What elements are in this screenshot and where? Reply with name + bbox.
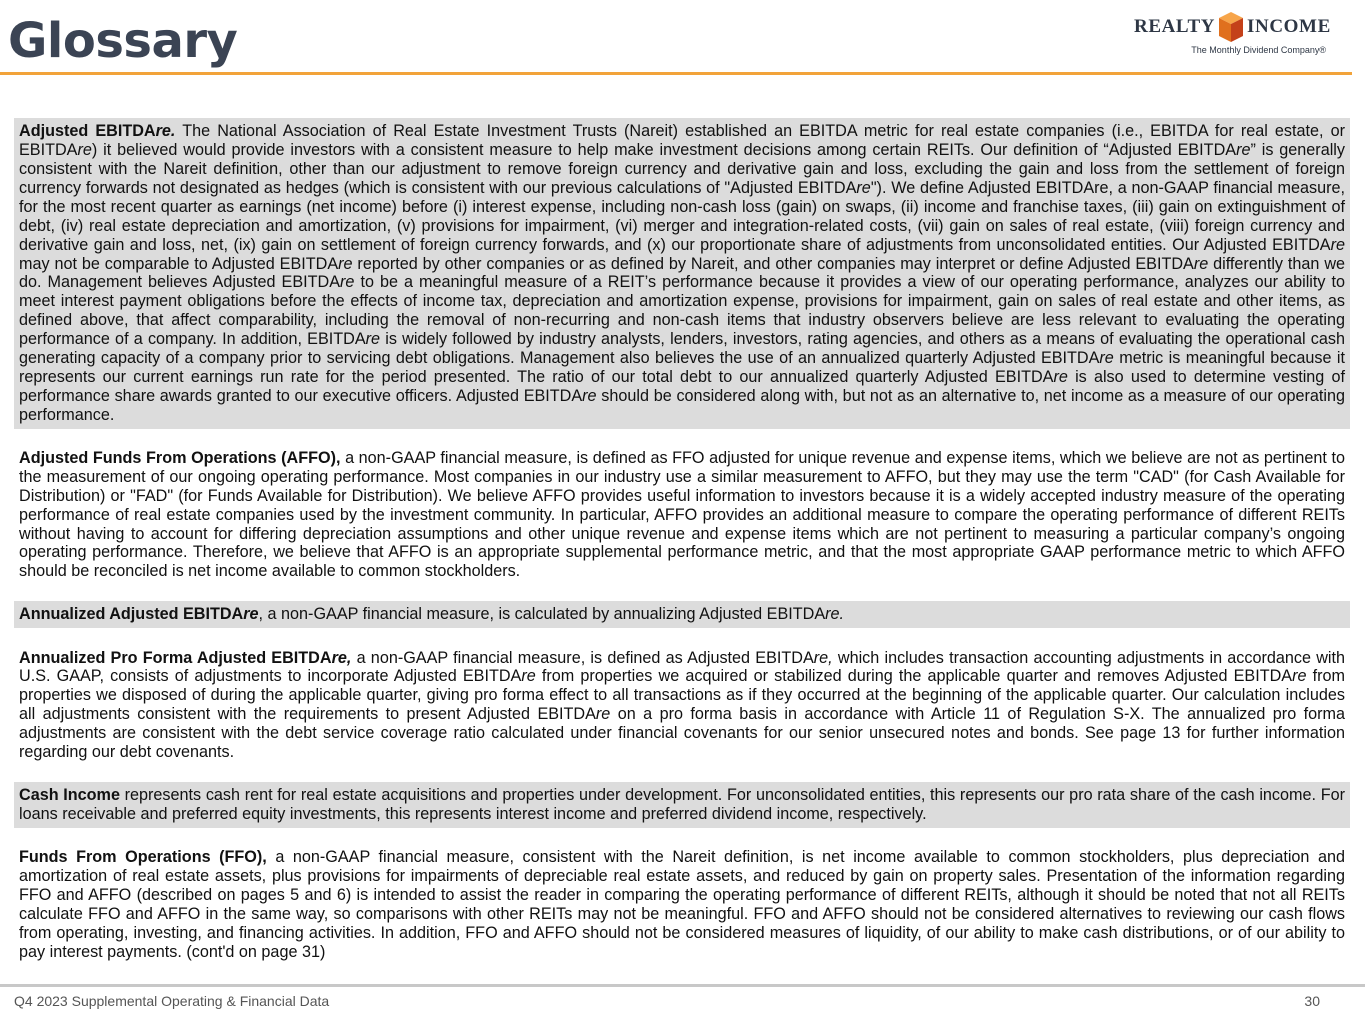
logo-word-left: REALTY bbox=[1134, 16, 1216, 37]
glossary-text: re bbox=[340, 273, 355, 292]
glossary-text: a non-GAAP financial measure, consistent with the Nareit definition, is net income available to common stockholders, plus depreciation and amortization of real estate assets, plus provisions for impairments of depreciable real estate assets, and reduced by gain on property sales. Presentation of the information regarding FFO and AFFO (described on pages 5 and 6) is intended to assist the reader in comparing the operating performance of different REITs, although it should be noted that not all REITs calculate FFO and AFFO in the same way, so comparisons with other REITs may not be meaningful. FFO and AFFO should not be considered alternatives to reviewing our cash flows from operating, investing, and financing activities. In addition, FFO and AFFO should not be considered measures of liquidity, of our ability to make cash distributions, or of our ability to pay interest payments. (cont'd on page 31) bbox=[19, 848, 1345, 961]
glossary-term: Adjusted EBITDA bbox=[19, 122, 156, 141]
glossary-text: differently than we do. Management believes Adjusted EBITDA bbox=[19, 254, 1346, 292]
glossary-text: re bbox=[1330, 235, 1345, 254]
glossary-text: ) it believed would provide investors with a consistent measure to help make investment decisions among certain REITs. Our definition of “Adjusted EBITDA bbox=[91, 141, 1237, 160]
glossary-text: a non-GAAP financial measure, is defined as FFO adjusted for unique revenue and expense items, which we believe are not as pertinent to the measurement of our ongoing operating performance. Most companies in our industry use a similar measurement to AFFO, but they may use the term "CAD" (for Cash Available for Distribution) or "FAD" (for Funds Available for Distribution). We believe AFFO provides useful information to investors because it is a widely accepted industry measure of the operating performance of real estate companies used by the investment community. In particular, AFFO provides an additional measure to compare the operating performance of different REITs without having to account for differing depreciation assumptions and other unique revenue and expense items which are not pertinent to measuring a particular company’s ongoing operating performance. Therefore, we believe that AFFO is an appropriate supplemental performance metric, and that the most appropriate GAAP performance metric to which AFFO should be reconciled is net income available to common stockholders. bbox=[19, 448, 1345, 581]
glossary-text: on a pro forma basis in accordance with Article 11 of Regulation S-X. The annualized pro forma adjustments are consistent with the debt service coverage ratio calculated under financial covenants for our senior unsecured notes and bonds. See page 13 for further information regarding our debt covenants. bbox=[19, 705, 1345, 762]
glossary-term: re bbox=[243, 605, 259, 624]
glossary-text: re bbox=[521, 667, 536, 686]
page-title: Glossary bbox=[8, 13, 238, 69]
glossary-text: should be considered along with, but not as an alternative to, net income as a measure of our operating performance. bbox=[19, 386, 1345, 424]
glossary-text: re bbox=[595, 705, 611, 724]
glossary-text: reported by other companies or as defined by Nareit, and other companies may interpret or define Adjusted EBITDA bbox=[352, 254, 1194, 273]
glossary-term: Funds From Operations (FFO), bbox=[19, 848, 267, 867]
title-divider bbox=[0, 72, 1352, 75]
glossary-text: re bbox=[1236, 141, 1251, 160]
glossary-term: Cash Income bbox=[19, 786, 120, 805]
glossary-text: re bbox=[582, 386, 597, 405]
glossary-text: The National Association of Real Estate Investment Trusts (Nareit) established an EBITDA metric for real estate companies (i.e., EBITDA for real estate, or EBITDA bbox=[19, 122, 1345, 160]
glossary-text: re bbox=[1193, 254, 1209, 273]
glossary-text: represents cash rent for real estate acquisitions and properties under development. For unconsolidated entities, this represents our pro rata share of the cash income. For loans receivable and preferred equity investments, this represents interest income and preferred dividend income, respectively. bbox=[19, 786, 1345, 824]
footer-divider bbox=[0, 984, 1365, 987]
glossary-text: re bbox=[1099, 349, 1114, 368]
logo-cube-icon bbox=[1218, 11, 1244, 43]
footer-document-title: Q4 2023 Supplemental Operating & Financial Data bbox=[14, 993, 330, 1009]
glossary-entry-annualized-adjusted-ebitdare bbox=[14, 601, 1350, 628]
glossary-entry-annualized-pro-forma-adjusted-ebitdare bbox=[14, 645, 1350, 766]
glossary-text: re bbox=[77, 141, 92, 160]
glossary-term: Annualized Pro Forma Adjusted EBITDA bbox=[19, 648, 332, 667]
glossary-text: to be a meaningful measure of a REIT’s performance because it provides a view of our operating performance, analyzes our ability to meet interest payment obligations before the effects of income tax, depreciation and amortization expense, provisions for impairment, gain on sales of real estate and other items, as defined above, that affect comparability, including the removal of non-recurring and non-cash items that industry observers believe are less relevant to evaluating the operating performance of a company. In addition, EBITDA bbox=[19, 273, 1345, 349]
glossary-text: re. bbox=[825, 605, 845, 624]
glossary-term: re, bbox=[331, 648, 352, 667]
glossary-text: which includes transaction accounting adjustments in accordance with U.S. GAAP, consists of adjustments to incorporate Adjusted EBITDA bbox=[19, 648, 1345, 686]
glossary-text: re bbox=[338, 254, 353, 273]
glossary-text: re bbox=[1053, 367, 1068, 386]
glossary-text: ” is generally consistent with the Nareit definition, other than our adjustment to remove foreign currency and derivative gain and loss, excluding the gain and loss from the settlement of foreign currency forwards not designated as hedges (which is consistent with our previous calculations of "Adjusted EBITDA bbox=[19, 141, 1345, 197]
logo-word-right: INCOME bbox=[1247, 16, 1331, 37]
glossary-term: re. bbox=[155, 122, 176, 141]
glossary-text: a non-GAAP financial measure, is defined as Adjusted EBITDA bbox=[351, 648, 814, 667]
glossary-text: re bbox=[856, 178, 871, 197]
glossary-text: from properties we disposed of during the applicable quarter, giving pro forma effect to all transactions as if they occurred at the beginning of the applicable quarter. Our calculation includes all adjustments consistent with the requirements to present Adjusted EBITDA bbox=[19, 667, 1346, 724]
logo-tagline: The Monthly Dividend Company® bbox=[1191, 45, 1326, 55]
glossary-text: is widely followed by industry analysts, lenders, investors, rating agencies, and others as a means of evaluating the operational cash generating capacity of a company prior to servicing debt obligations. Management also believes the use of an annualized quarterly Adjusted EBITDA bbox=[19, 330, 1345, 368]
page-number: 30 bbox=[1304, 993, 1320, 1009]
glossary-text: re, bbox=[813, 648, 833, 667]
glossary-text: re bbox=[365, 330, 381, 349]
company-logo bbox=[1134, 10, 1340, 62]
glossary-text: may not be comparable to Adjusted EBITDA bbox=[19, 254, 339, 273]
glossary-entry-adjusted-ebitdare bbox=[14, 118, 1350, 429]
glossary-text: re bbox=[1292, 667, 1307, 686]
glossary-term: Annualized Adjusted EBITDA bbox=[19, 605, 244, 624]
glossary-entry-cash-income bbox=[14, 782, 1350, 828]
glossary-text: metric is meaningful because it represents our current earnings run rate for the period presented. The ratio of our total debt to our annualized quarterly Adjusted EBITDA bbox=[19, 349, 1345, 386]
glossary-text: , a non-GAAP financial measure, is calculated by annualizing Adjusted EBITDA bbox=[258, 605, 826, 624]
glossary-text: from properties we acquired or stabilized during the applicable quarter and removes Adjusted EBITDA bbox=[535, 667, 1293, 686]
glossary-text: is also used to determine vesting of performance share awards granted to our executive officers. Adjusted EBITDA bbox=[19, 367, 1345, 405]
glossary-entry-ffo bbox=[14, 844, 1350, 965]
glossary-text: "). We define Adjusted EBITDAre, a non-GAAP financial measure, for the most recent quarter as earnings (net income) before (i) interest expense, including non-cash loss (gain) on swaps, (ii) income and franchise taxes, (iii) gain on extinguishment of debt, (iv) real estate depreciation and amortization, (v) provisions for impairment, (vi) merger and integration-related costs, (vii) gain on sales of real estate, (viii) foreign currency and derivative gain and loss, net, (ix) gain on settlement of foreign currency forwards, and (x) our proportionate share of adjustments from unconsolidated entities. Our Adjusted EBITDA bbox=[19, 178, 1346, 254]
glossary-entry-affo bbox=[14, 445, 1350, 585]
glossary-term: Adjusted Funds From Operations (AFFO), bbox=[19, 448, 341, 467]
glossary-list bbox=[14, 102, 1350, 972]
